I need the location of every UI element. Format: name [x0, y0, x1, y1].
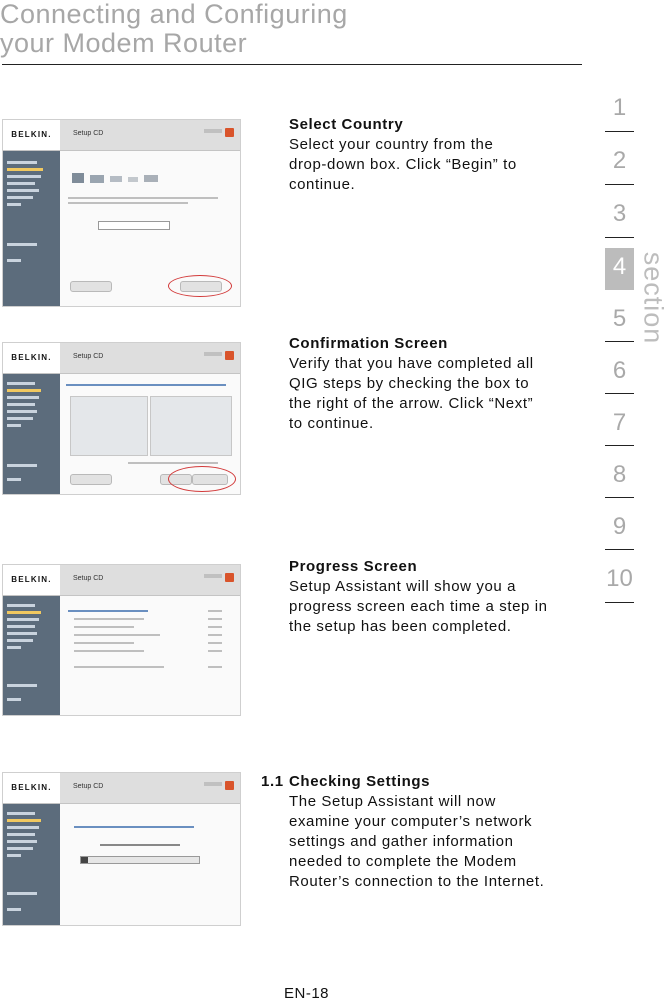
- screenshot-header: [3, 773, 240, 804]
- screenshot-select-country: [2, 119, 241, 307]
- close-icon: [225, 128, 234, 137]
- step-text: QIG steps by checking the box to: [289, 375, 530, 392]
- step-confirmation-screen: [289, 334, 589, 434]
- country-dropdown[interactable]: [98, 221, 170, 230]
- section-9[interactable]: 9: [612, 513, 627, 540]
- step-text: examine your computer’s network: [289, 813, 533, 830]
- screenshot-content: [60, 596, 240, 715]
- screenshot-header: [3, 120, 240, 151]
- qig-page-right: [150, 396, 232, 456]
- step-select-country: [289, 115, 589, 195]
- screenshot-window-title: Setup CD: [73, 783, 104, 790]
- step-text: continue.: [289, 176, 356, 193]
- belkin-logo: BELKIN.: [3, 120, 60, 150]
- step-text: progress screen each time a step in: [289, 598, 548, 615]
- step-text: to continue.: [289, 415, 374, 432]
- step-text: needed to complete the Modem: [289, 853, 517, 870]
- section-6[interactable]: 6: [612, 357, 627, 384]
- screenshot-window-title: Setup CD: [73, 130, 104, 137]
- title-line-2: your Modem Router: [0, 28, 248, 58]
- title-divider: [2, 64, 582, 65]
- section-1[interactable]: 1: [612, 94, 627, 121]
- section-divider: [605, 393, 634, 394]
- screenshot-header: [3, 565, 240, 596]
- section-divider: [605, 497, 634, 498]
- section-divider: [605, 602, 634, 603]
- progress-bar: [80, 856, 200, 864]
- section-8[interactable]: 8: [612, 461, 627, 488]
- section-4-active[interactable]: 4: [605, 248, 634, 290]
- step-progress-screen: [289, 557, 589, 637]
- section-7[interactable]: 7: [612, 409, 627, 436]
- belkin-logo: BELKIN.: [3, 773, 60, 803]
- step-text: drop-down box. Click “Begin” to: [289, 156, 517, 173]
- belkin-logo: BELKIN.: [3, 565, 60, 595]
- highlight-circle: [168, 466, 236, 492]
- section-divider: [605, 237, 634, 238]
- title-line-1: Connecting and Configuring: [0, 0, 348, 29]
- step-text: Setup Assistant will show you a: [289, 578, 517, 595]
- step-heading: Checking Settings: [289, 773, 431, 790]
- cancel-button[interactable]: [70, 474, 112, 485]
- section-10[interactable]: 10: [606, 565, 633, 592]
- screenshot-checking-settings: [2, 772, 241, 926]
- screenshot-header: [3, 343, 240, 374]
- page-number: EN-18: [284, 985, 330, 1002]
- screenshot-confirmation: [2, 342, 241, 495]
- step-heading: Select Country: [289, 116, 404, 133]
- screenshot-sidebar: [3, 374, 60, 494]
- screenshot-content: [60, 804, 240, 925]
- step-text: the setup has been completed.: [289, 618, 512, 635]
- belkin-logo: BELKIN.: [3, 343, 60, 373]
- close-icon: [225, 781, 234, 790]
- section-divider: [605, 184, 634, 185]
- section-divider: [605, 131, 634, 132]
- section-2[interactable]: 2: [612, 147, 627, 174]
- step-text: Select your country from the: [289, 136, 494, 153]
- screenshot-window-title: Setup CD: [73, 575, 104, 582]
- highlight-circle: [168, 275, 232, 297]
- close-icon: [225, 351, 234, 360]
- progress-fill: [81, 857, 88, 863]
- screenshot-sidebar: [3, 596, 60, 715]
- step-heading: Confirmation Screen: [289, 335, 448, 352]
- step-text: Verify that you have completed all: [289, 355, 534, 372]
- screenshot-content: [60, 151, 240, 306]
- section-label: section: [638, 251, 669, 345]
- step-text: the right of the arrow. Click “Next”: [289, 395, 534, 412]
- step-number: 1.1: [261, 773, 284, 790]
- step-text: The Setup Assistant will now: [289, 793, 496, 810]
- step-heading: Progress Screen: [289, 558, 418, 575]
- section-divider: [605, 341, 634, 342]
- cancel-button[interactable]: [70, 281, 112, 292]
- screenshot-sidebar: [3, 804, 60, 925]
- screenshot-window-title: Setup CD: [73, 353, 104, 360]
- section-3[interactable]: 3: [612, 200, 627, 227]
- step-checking-settings: [289, 772, 589, 892]
- screenshot-sidebar: [3, 151, 60, 306]
- screenshot-progress: [2, 564, 241, 716]
- step-text: Router’s connection to the Internet.: [289, 873, 545, 890]
- screenshot-content: [60, 374, 240, 494]
- section-divider: [605, 445, 634, 446]
- qig-page-left: [70, 396, 148, 456]
- section-5[interactable]: 5: [612, 305, 627, 332]
- section-divider: [605, 549, 634, 550]
- computer-devices-icon: [72, 171, 182, 185]
- step-text: settings and gather information: [289, 833, 514, 850]
- close-icon: [225, 573, 234, 582]
- page-title: [0, 0, 348, 58]
